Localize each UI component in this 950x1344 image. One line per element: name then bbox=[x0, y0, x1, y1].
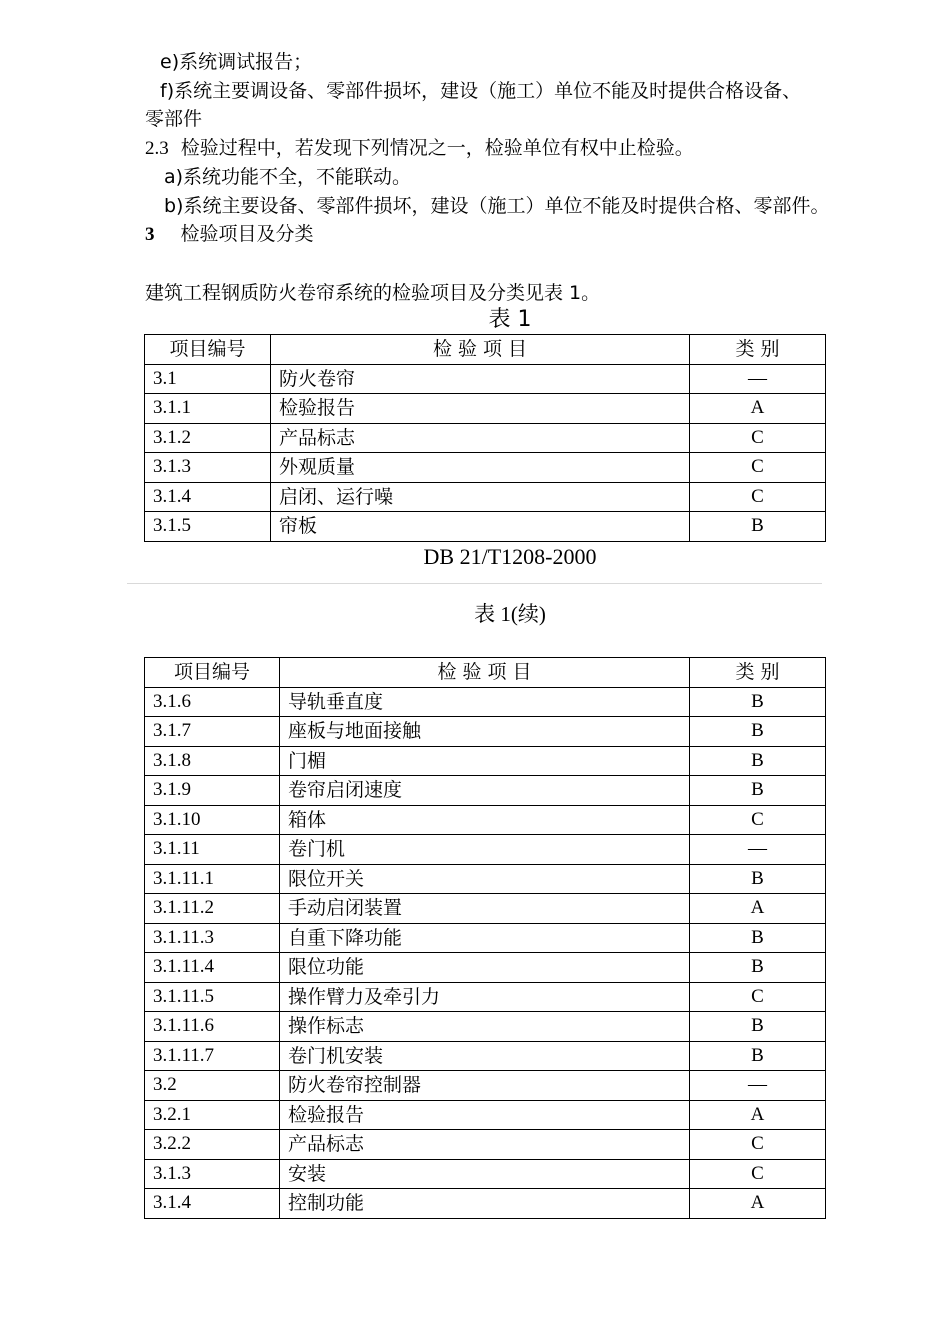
item-code: 3.1.2 bbox=[145, 423, 271, 453]
column-header: 检 验 项 目 bbox=[271, 335, 690, 365]
item-category: A bbox=[690, 1100, 826, 1130]
item-code: 3.1.11.5 bbox=[145, 982, 280, 1012]
item-code: 3.1.11.2 bbox=[145, 894, 280, 924]
clause-2-3-number: 2.3 bbox=[145, 138, 169, 159]
table2-body bbox=[145, 658, 826, 1219]
item-code: 3.1.5 bbox=[145, 512, 271, 542]
item-name: 外观质量 bbox=[271, 453, 690, 483]
table-row bbox=[145, 482, 826, 512]
item-code: 3.1.7 bbox=[145, 717, 280, 747]
table-row bbox=[145, 717, 826, 747]
item-category: B bbox=[690, 953, 826, 983]
table-row bbox=[145, 1100, 826, 1130]
table-row bbox=[145, 982, 826, 1012]
item-code: 3.1.3 bbox=[145, 453, 271, 483]
table1 bbox=[144, 334, 826, 542]
section-3-title: 检验项目及分类 bbox=[180, 223, 314, 245]
item-category: C bbox=[690, 982, 826, 1012]
item-category: B bbox=[690, 512, 826, 542]
item-category: B bbox=[690, 717, 826, 747]
column-header: 项目编号 bbox=[145, 658, 280, 688]
table-header-row bbox=[145, 658, 826, 688]
item-name: 门楣 bbox=[280, 746, 690, 776]
item-f-line1: f)系统主要调设备、零部件损坏，建设（施工）单位不能及时提供合格设备、 bbox=[160, 80, 802, 102]
item-category: B bbox=[690, 746, 826, 776]
item-name: 启闭、运行噪 bbox=[271, 482, 690, 512]
table-row bbox=[145, 1041, 826, 1071]
table-row bbox=[145, 453, 826, 483]
item-category: B bbox=[690, 1012, 826, 1042]
item-category: C bbox=[690, 453, 826, 483]
item-name: 防火卷帘控制器 bbox=[280, 1071, 690, 1101]
item-b: b)系统主要设备、零部件损坏，建设（施工）单位不能及时提供合格、零部件。 bbox=[164, 195, 830, 217]
table-row bbox=[145, 923, 826, 953]
item-name: 导轨垂直度 bbox=[280, 687, 690, 717]
clause-2-3-text: 检验过程中，若发现下列情况之一，检验单位有权中止检验。 bbox=[180, 137, 694, 159]
item-code: 3.1.4 bbox=[145, 1189, 280, 1219]
table-row bbox=[145, 364, 826, 394]
item-code: 3.2.2 bbox=[145, 1130, 280, 1160]
column-header: 检 验 项 目 bbox=[280, 658, 690, 688]
item-name: 防火卷帘 bbox=[271, 364, 690, 394]
table-row bbox=[145, 864, 826, 894]
item-name: 控制功能 bbox=[280, 1189, 690, 1219]
item-category: B bbox=[690, 923, 826, 953]
item-name: 限位功能 bbox=[280, 953, 690, 983]
standard-number: DB 21/T1208-2000 bbox=[423, 544, 597, 569]
table-row bbox=[145, 805, 826, 835]
item-code: 3.1.4 bbox=[145, 482, 271, 512]
item-category: C bbox=[690, 805, 826, 835]
item-code: 3.1.9 bbox=[145, 776, 280, 806]
section-3-heading bbox=[145, 220, 314, 249]
clause-2-3 bbox=[145, 134, 694, 163]
table-row bbox=[145, 1012, 826, 1042]
item-category: — bbox=[690, 364, 826, 394]
item-category: B bbox=[690, 776, 826, 806]
item-code: 3.1 bbox=[145, 364, 271, 394]
column-header: 类 别 bbox=[690, 658, 826, 688]
item-category: C bbox=[690, 482, 826, 512]
item-category: A bbox=[690, 1189, 826, 1219]
item-name: 手动启闭装置 bbox=[280, 894, 690, 924]
item-category: B bbox=[690, 864, 826, 894]
item-a: a)系统功能不全，不能联动。 bbox=[164, 166, 412, 188]
item-category: C bbox=[690, 1130, 826, 1160]
item-category: A bbox=[690, 394, 826, 424]
table-row bbox=[145, 1130, 826, 1160]
item-category: — bbox=[690, 1071, 826, 1101]
column-header: 类 别 bbox=[690, 335, 826, 365]
item-category: B bbox=[690, 1041, 826, 1071]
item-code: 3.1.1 bbox=[145, 394, 271, 424]
item-name: 卷帘启闭速度 bbox=[280, 776, 690, 806]
item-name: 产品标志 bbox=[271, 423, 690, 453]
column-header: 项目编号 bbox=[145, 335, 271, 365]
item-name: 帘板 bbox=[271, 512, 690, 542]
item-name: 限位开关 bbox=[280, 864, 690, 894]
item-name: 箱体 bbox=[280, 805, 690, 835]
table-row bbox=[145, 894, 826, 924]
item-f-line2: 零部件 bbox=[145, 108, 203, 130]
item-category: — bbox=[690, 835, 826, 865]
page-divider bbox=[127, 583, 822, 584]
table-row bbox=[145, 423, 826, 453]
item-code: 3.1.11.6 bbox=[145, 1012, 280, 1042]
item-name: 座板与地面接触 bbox=[280, 717, 690, 747]
item-name: 操作臂力及牵引力 bbox=[280, 982, 690, 1012]
item-code: 3.1.10 bbox=[145, 805, 280, 835]
item-code: 3.1.11.3 bbox=[145, 923, 280, 953]
table-header-row bbox=[145, 335, 826, 365]
table-row bbox=[145, 776, 826, 806]
item-name: 检验报告 bbox=[271, 394, 690, 424]
item-name: 安装 bbox=[280, 1159, 690, 1189]
item-code: 3.1.11.7 bbox=[145, 1041, 280, 1071]
item-name: 检验报告 bbox=[280, 1100, 690, 1130]
table-intro: 建筑工程钢质防火卷帘系统的检验项目及分类见表 1。 bbox=[145, 282, 601, 304]
item-code: 3.1.3 bbox=[145, 1159, 280, 1189]
table-row bbox=[145, 746, 826, 776]
table-row bbox=[145, 953, 826, 983]
item-name: 卷门机安装 bbox=[280, 1041, 690, 1071]
item-category: C bbox=[690, 423, 826, 453]
item-code: 3.1.11 bbox=[145, 835, 280, 865]
table-row bbox=[145, 687, 826, 717]
item-category: A bbox=[690, 894, 826, 924]
table-row bbox=[145, 1071, 826, 1101]
item-name: 卷门机 bbox=[280, 835, 690, 865]
table1-body bbox=[145, 335, 826, 542]
table-row bbox=[145, 512, 826, 542]
item-code: 3.1.6 bbox=[145, 687, 280, 717]
item-code: 3.1.11.4 bbox=[145, 953, 280, 983]
table1-caption: 表 1 bbox=[488, 307, 532, 332]
table-row bbox=[145, 835, 826, 865]
item-code: 3.2 bbox=[145, 1071, 280, 1101]
table2-caption: 表 1(续) bbox=[474, 602, 546, 626]
section-3-number: 3 bbox=[145, 224, 155, 245]
item-category: B bbox=[690, 687, 826, 717]
item-code: 3.2.1 bbox=[145, 1100, 280, 1130]
item-code: 3.1.8 bbox=[145, 746, 280, 776]
item-category: C bbox=[690, 1159, 826, 1189]
table-row bbox=[145, 394, 826, 424]
table-row bbox=[145, 1189, 826, 1219]
table2 bbox=[144, 657, 826, 1219]
item-name: 操作标志 bbox=[280, 1012, 690, 1042]
item-e: e)系统调试报告； bbox=[160, 51, 313, 73]
item-name: 产品标志 bbox=[280, 1130, 690, 1160]
table-row bbox=[145, 1159, 826, 1189]
item-name: 自重下降功能 bbox=[280, 923, 690, 953]
item-code: 3.1.11.1 bbox=[145, 864, 280, 894]
